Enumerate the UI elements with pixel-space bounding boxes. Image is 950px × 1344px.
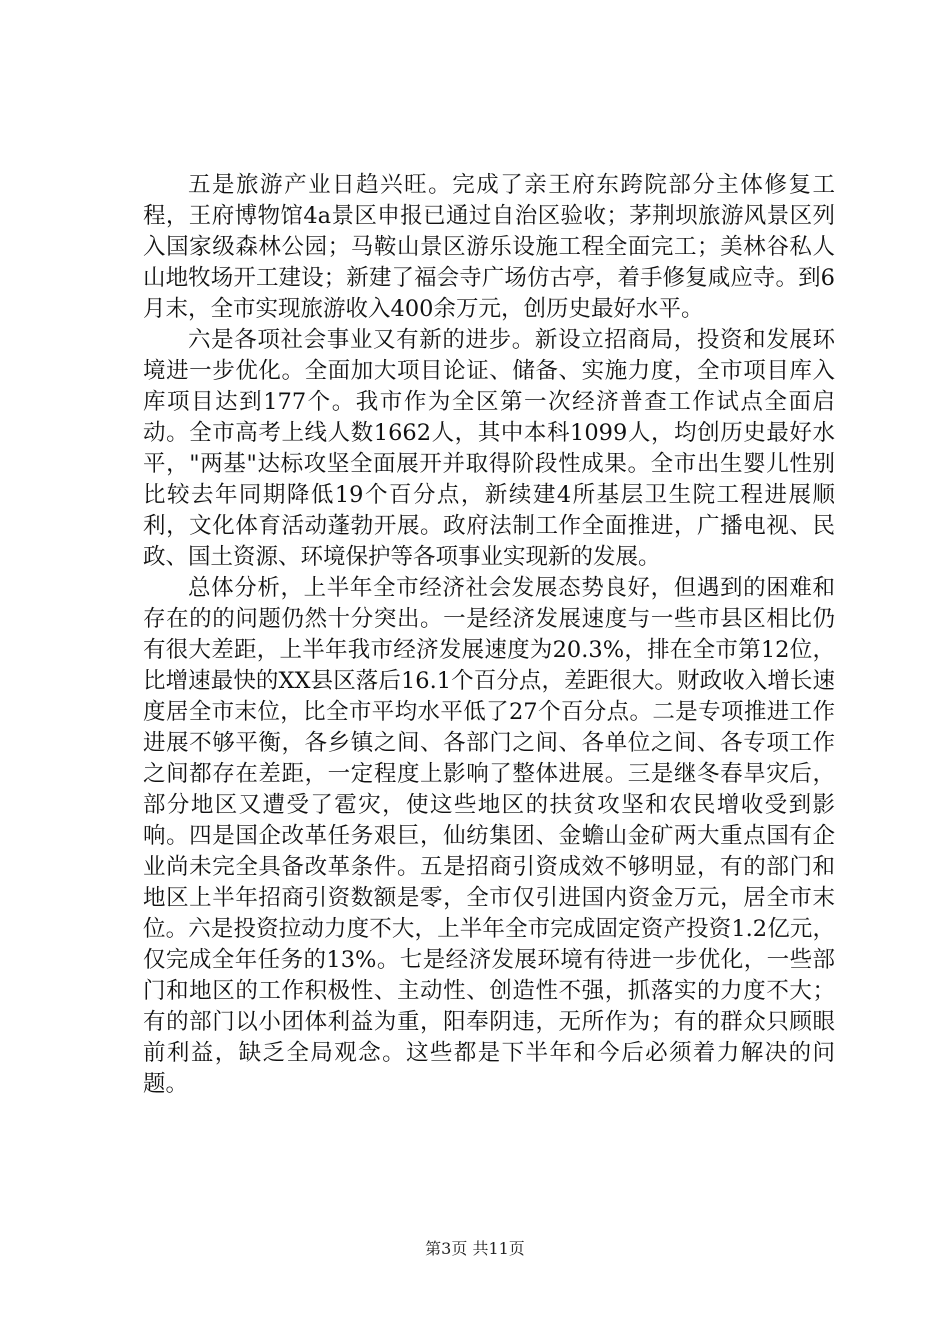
document-body bbox=[143, 170, 835, 1100]
paragraph-overall-analysis: 总体分析，上半年全市经济社会发展态势良好，但遇到的困难和存在的的问题仍然十分突出。一是经济发展速度与一些市县区相比仍有很大差距，上半年我市经济发展速度为20.3%，排在全市第12位，比增速最快的XX县区落后16.1个百分点，差距很大。财政收入增长速度居全市末位，比全市平均水平低了27个百分点。二是专项推进工作进展不够平衡，各乡镇之间、各部门之间、各单位之间、各专项工作之间都存在差距，一定程度上影响了整体进展。三是继冬春旱灾后，部分地区又遭受了雹灾，使这些地区的扶贫攻坚和农民增收受到影响。四是国企改革任务艰巨，仙纺集团、金蟾山金矿两大重点国有企业尚未完全具备改革条件。五是招商引资成效不够明显，有的部门和地区上半年招商引资数额是零，全市仅引进国内资金万元，居全市末位。六是投资拉动力度不大，上半年全市完成固定资产投资1.2亿元，仅完成全年任务的13%。七是经济发展环境有待进一步优化，一些部门和地区的工作积极性、主动性、创造性不强，抓落实的力度不大；有的部门以小团体利益为重，阳奉阴违，无所作为；有的群众只顾眼前利益，缺乏全局观念。这些都是下半年和今后必须着力解决的问题。 bbox=[143, 575, 835, 1097]
paragraph-tourism: 五是旅游产业日趋兴旺。完成了亲王府东跨院部分主体修复工程，王府博物馆4a景区申报已通过自治区验收；茅荆坝旅游风景区列入国家级森林公园；马鞍山景区游乐设施工程全面完工；美林谷私人山地牧场开工建设；新建了福会寺广场仿古亭，着手修复咸应寺。到6月末，全市实现旅游收入400余万元，创历史最好水平。 bbox=[143, 172, 835, 322]
paragraph-social-affairs: 六是各项社会事业又有新的进步。新设立招商局，投资和发展环境进一步优化。全面加大项目论证、储备、实施力度，全市项目库入库项目达到177个。我市作为全区第一次经济普查工作试点全面启动。全市高考上线人数1662人，其中本科1099人，均创历史最好水平，"两基"达标攻坚全面展开并取得阶段性成果。全市出生婴儿性别比较去年同期降低19个百分点，新续建4所基层卫生院工程进展顺利，文化体育活动蓬勃开展。政府法制工作全面推进，广播电视、民政、国土资源、环境保护等各项事业实现新的发展。 bbox=[143, 327, 835, 570]
page-footer: 第3页 共11页 bbox=[425, 1239, 525, 1258]
